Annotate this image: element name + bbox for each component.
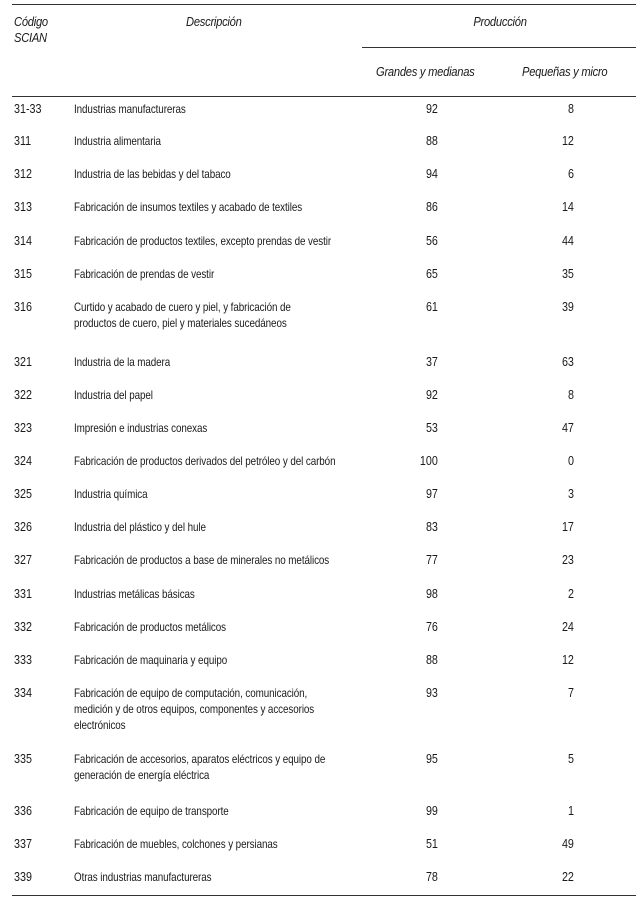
row-code: 332 (14, 620, 32, 634)
row-code: 339 (14, 870, 32, 884)
header-small-micro: Pequeñas y micro (522, 64, 608, 79)
row-large-medium-value: 83 (426, 520, 438, 534)
row-small-micro-value: 44 (562, 234, 574, 248)
row-small-micro-value: 24 (562, 620, 574, 634)
row-description-line: generación de energía eléctrica (74, 768, 210, 782)
row-large-medium-value: 65 (426, 267, 438, 281)
row-small-micro-value: 14 (562, 200, 574, 214)
row-small-micro-value: 35 (562, 267, 574, 281)
header-description: Descripción (186, 14, 242, 29)
row-small-micro-value: 3 (568, 487, 574, 501)
row-description-line: Industria del plástico y del hule (74, 520, 206, 534)
row-code: 323 (14, 421, 32, 435)
row-description-line: Fabricación de maquinaria y equipo (74, 653, 228, 667)
row-description-line: Industria de la madera (74, 355, 171, 369)
row-large-medium-value: 97 (426, 487, 438, 501)
row-description (74, 266, 345, 282)
row-description-line: Industrias metálicas básicas (74, 587, 195, 601)
row-description-line: Industria del papel (74, 388, 153, 402)
row-description-line: Fabricación de productos metálicos (74, 620, 227, 634)
row-large-medium-value: 76 (426, 620, 438, 634)
row-code: 314 (14, 234, 32, 248)
row-code: 325 (14, 487, 32, 501)
row-code: 331 (14, 587, 32, 601)
row-large-medium-value: 51 (426, 837, 438, 851)
header-code-line-1: Código (14, 14, 48, 29)
row-small-micro-value: 2 (568, 587, 574, 601)
row-description (74, 133, 345, 149)
row-code: 326 (14, 520, 32, 534)
row-small-micro-value: 12 (562, 134, 574, 148)
table-top-rule (12, 4, 636, 5)
table-bottom-rule (12, 895, 636, 896)
row-description-line: Fabricación de productos textiles, excepto prendas de vestir (74, 234, 332, 248)
row-small-micro-value: 23 (562, 553, 574, 567)
row-description-line: Curtido y acabado de cuero y piel, y fabricación de (74, 300, 291, 314)
row-small-micro-value: 12 (562, 653, 574, 667)
row-large-medium-value: 98 (426, 587, 438, 601)
row-description (74, 552, 345, 568)
row-small-micro-value: 47 (562, 421, 574, 435)
row-description (74, 101, 345, 117)
row-small-micro-value: 6 (568, 167, 574, 181)
row-large-medium-value: 53 (426, 421, 438, 435)
row-large-medium-value: 61 (426, 300, 438, 314)
row-description (74, 619, 345, 635)
row-small-micro-value: 49 (562, 837, 574, 851)
row-large-medium-value: 99 (426, 804, 438, 818)
row-code: 321 (14, 355, 32, 369)
row-code: 335 (14, 752, 32, 766)
row-code: 334 (14, 686, 32, 700)
row-small-micro-value: 0 (568, 454, 574, 468)
row-code: 333 (14, 653, 32, 667)
row-large-medium-value: 92 (426, 102, 438, 116)
row-description (74, 652, 345, 668)
row-description-line: Fabricación de equipo de transporte (74, 804, 229, 818)
row-description-line: Impresión e industrias conexas (74, 421, 208, 435)
row-description-line: medición y de otros equipos, componentes y accesorios (74, 702, 315, 716)
row-description (74, 299, 345, 331)
row-large-medium-value: 77 (426, 553, 438, 567)
row-large-medium-value: 56 (426, 234, 438, 248)
row-description-line: Fabricación de equipo de computación, comunicación, (74, 686, 308, 700)
row-description-line: Industria de las bebidas y del tabaco (74, 167, 231, 181)
row-code: 336 (14, 804, 32, 818)
row-large-medium-value: 94 (426, 167, 438, 181)
row-description (74, 836, 345, 852)
row-code: 316 (14, 300, 32, 314)
row-description (74, 387, 345, 403)
row-description-line: Fabricación de accesorios, aparatos eléctricos y equipo de (74, 752, 326, 766)
row-small-micro-value: 63 (562, 355, 574, 369)
header-code (14, 14, 48, 46)
row-code: 312 (14, 167, 32, 181)
row-description (74, 803, 345, 819)
row-description-line: productos de cuero, piel y materiales sucedáneos (74, 316, 287, 330)
row-description (74, 199, 345, 215)
row-small-micro-value: 8 (568, 388, 574, 402)
row-description-line: Industria química (74, 487, 148, 501)
row-description-line: electrónicos (74, 718, 126, 732)
row-large-medium-value: 37 (426, 355, 438, 369)
row-description (74, 233, 345, 249)
row-code: 315 (14, 267, 32, 281)
row-large-medium-value: 92 (426, 388, 438, 402)
row-description-line: Fabricación de muebles, colchones y persianas (74, 837, 278, 851)
row-small-micro-value: 17 (562, 520, 574, 534)
row-description (74, 420, 345, 436)
row-code: 313 (14, 200, 32, 214)
row-code: 324 (14, 454, 32, 468)
row-description-line: Fabricación de prendas de vestir (74, 267, 215, 281)
row-small-micro-value: 1 (568, 804, 574, 818)
row-description (74, 486, 345, 502)
row-code: 322 (14, 388, 32, 402)
row-code: 327 (14, 553, 32, 567)
row-description-line: Fabricación de productos derivados del petróleo y del carbón (74, 454, 336, 468)
production-header-rule (362, 47, 636, 48)
row-small-micro-value: 22 (562, 870, 574, 884)
row-description (74, 519, 345, 535)
row-small-micro-value: 5 (568, 752, 574, 766)
header-production: Producción (473, 14, 527, 29)
row-description (74, 586, 345, 602)
header-bottom-rule (12, 96, 636, 97)
row-description-line: Industria alimentaria (74, 134, 161, 148)
row-large-medium-value: 93 (426, 686, 438, 700)
row-description (74, 685, 345, 733)
header-code-line-2: SCIAN (14, 30, 47, 45)
row-code: 31-33 (14, 102, 42, 116)
row-code: 311 (14, 134, 32, 148)
row-large-medium-value: 78 (426, 870, 438, 884)
row-description-line: Industrias manufactureras (74, 102, 186, 116)
row-description (74, 751, 345, 783)
row-code: 337 (14, 837, 32, 851)
row-large-medium-value: 88 (426, 134, 438, 148)
header-large-medium: Grandes y medianas (376, 64, 475, 79)
row-description (74, 354, 345, 370)
row-description-line: Fabricación de insumos textiles y acabado de textiles (74, 200, 303, 214)
row-description (74, 453, 345, 469)
row-description-line: Fabricación de productos a base de minerales no metálicos (74, 553, 330, 567)
row-description (74, 166, 345, 182)
row-large-medium-value: 100 (420, 454, 438, 468)
row-large-medium-value: 86 (426, 200, 438, 214)
row-large-medium-value: 88 (426, 653, 438, 667)
row-description (74, 869, 345, 885)
row-small-micro-value: 8 (568, 102, 574, 116)
row-small-micro-value: 7 (568, 686, 574, 700)
row-description-line: Otras industrias manufactureras (74, 870, 212, 884)
row-large-medium-value: 95 (426, 752, 438, 766)
row-small-micro-value: 39 (562, 300, 574, 314)
